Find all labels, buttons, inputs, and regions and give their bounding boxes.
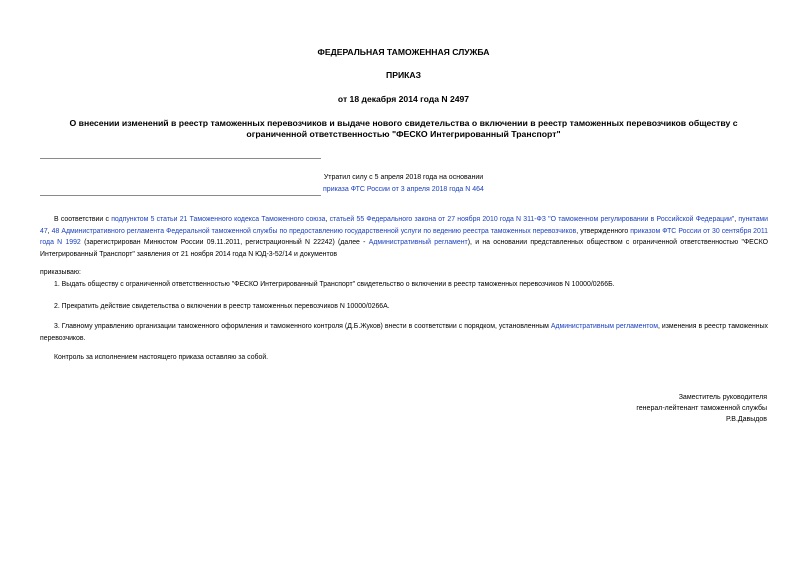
divider-bottom [40, 195, 321, 196]
validity-note [0, 172, 807, 196]
preamble-text: , [734, 216, 739, 223]
control-paragraph: Контроль за исполнением настоящего приказа оставляю за собой. [54, 354, 269, 361]
link-tk-ts[interactable]: подпунктом 5 статьи 21 Таможенного кодекса Таможенного союза [111, 216, 326, 223]
item-1: 1. Выдать обществу с ограниченной ответственностью "ФЕСКО Интегрированный Транспорт" свидетельство о включении в реестр таможенных перевозчиков N 10000/0266Б. [54, 281, 615, 288]
item-2: 2. Прекратить действие свидетельства о включении в реестр таможенных перевозчиков N 10000/0266А. [54, 303, 390, 310]
item-3 [40, 321, 768, 344]
preamble-text: , [325, 216, 330, 223]
preamble-text: В соответствии с [54, 216, 112, 223]
link-admin-regulation-points[interactable]: 48 Административного регламента Федеральной таможенной службы по предоставлению государственной услуги по ведению реестра таможенных перевозчиков [51, 227, 577, 235]
agency-name: ФЕДЕРАЛЬНАЯ ТАМОЖЕННАЯ СЛУЖБА [317, 47, 490, 57]
signature-rank: генерал-лейтенант таможенной службы [636, 405, 767, 412]
document-type: ПРИКАЗ [386, 70, 421, 80]
document-date: от 18 декабря 2014 года N 2497 [337, 94, 470, 104]
divider-top [40, 158, 321, 159]
preamble-text: , утвержденного [576, 227, 631, 235]
validity-note-text: Утратил силу с 5 апреля 2018 года на основании [323, 174, 484, 181]
link-admin-regulation-2[interactable]: Административным регламентом [550, 323, 658, 330]
signature-position: Заместитель руководителя [678, 394, 767, 401]
item-3-text: 3. Главному управлению организации таможенного оформления и таможенного контроля (Д.Б.Жуков) внести в соответствии с порядком, установленным [54, 323, 551, 330]
order-word: приказываю: [40, 269, 81, 276]
validity-note-link[interactable]: приказа ФТС России от 3 апреля 2018 года N 464 [323, 186, 484, 193]
document-title: О внесении изменений в реестр таможенных перевозчиков и выдаче нового свидетельства о включении в реестр таможенных перевозчиков обществу с ограниченной ответственностью "ФЕСКО Интегрированный Транспорт" [69, 118, 738, 139]
preamble-text: (зарегистрирован Минюстом России 09.11.2011, регистрационный N 22242) (далее - [80, 239, 369, 246]
signature-block [636, 392, 767, 425]
preamble-paragraph [40, 214, 768, 260]
link-federal-law[interactable]: статьей 55 Федерального закона от 27 ноября 2010 года N 311-ФЗ "О таможенном регулировании в Российской Федерации" [329, 216, 735, 223]
preamble-text: , [47, 227, 52, 235]
link-admin-regulation[interactable]: Административный регламент [368, 239, 468, 246]
link-fts-order-1992[interactable]: приказом ФТС России от 30 сентября 2011 года N 1992 [40, 227, 768, 246]
signature-name: Р.В.Давыдов [726, 416, 767, 423]
link-points-47[interactable]: пунктами 47 [40, 216, 768, 235]
item-3-text-end: , изменения в реестр таможенных перевозчиков. [40, 323, 768, 342]
preamble-text: ), и на основании представленных обществом с ограниченной ответственностью "ФЕСКО Интегрированный Транспорт" заявления от 21 ноября 2014 года N ЮД-3-52/14 и документов [40, 239, 769, 258]
